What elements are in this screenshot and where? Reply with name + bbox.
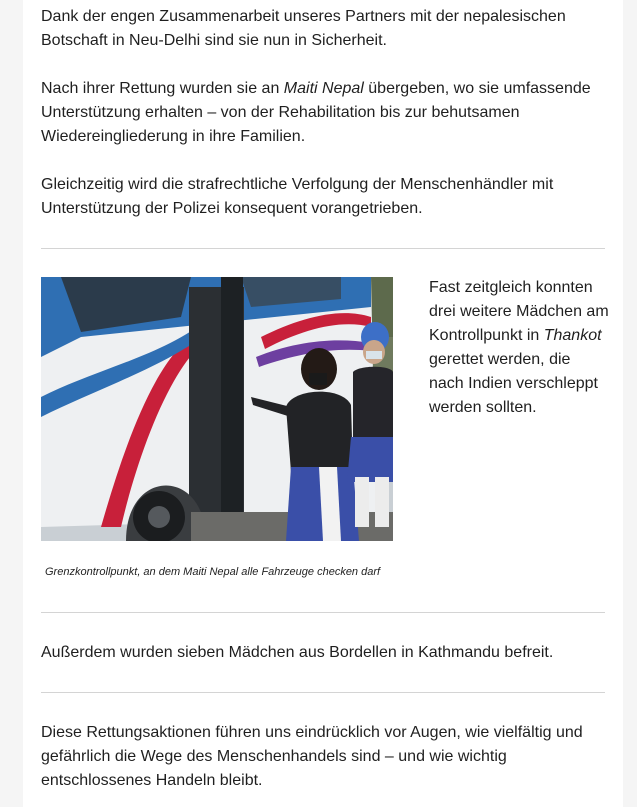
paragraph-text: Nach ihrer Rettung wurden sie an — [41, 80, 284, 97]
org-name: Maiti Nepal — [283, 80, 364, 97]
divider — [41, 612, 605, 613]
paragraph-prosecution: Gleichzeitig wird die strafrechtliche Verfolgung der Menschenhändler mit Unterstützung der Polizei konsequent vorangetrieben. — [41, 176, 554, 217]
feature-text-part: Fast zeitgleich konnten drei weitere Mädchen am Kontrollpunkt in — [429, 279, 609, 344]
feature-text — [429, 276, 609, 420]
divider — [41, 248, 605, 249]
paragraph-conclusion: Diese Rettungsaktionen führen uns eindrücklich vor Augen, wie vielfältig und gefährlich die Wege des Menschenhandels sind – und wie wichtig entschlossenes Handeln bleibt. — [41, 724, 583, 789]
photo-caption: Grenzkontrollpunkt, an dem Maiti Nepal alle Fahrzeuge checken darf — [45, 566, 381, 578]
feature-text-part: gerettet werden, die nach Indien verschleppt werden sollten. — [429, 351, 598, 416]
divider — [41, 692, 605, 693]
newsletter-content — [23, 0, 623, 807]
paragraph-brothels: Außerdem wurden sieben Mädchen aus Bordellen in Kathmandu befreit. — [41, 644, 554, 661]
checkpoint-photo — [41, 277, 393, 541]
place-name: Thankot — [543, 327, 602, 344]
paragraph-text: übergeben, wo sie umfassende Unterstützung erhalten – von der Rehabilitation bis zur behutsamen Wiedereingliederung in ihre Familien. — [41, 80, 591, 145]
paragraph-rehabilitation — [41, 77, 611, 149]
paragraph-embassy: Dank der engen Zusammenarbeit unseres Partners mit der nepalesischen Botschaft in Neu-Delhi sind sie nun in Sicherheit. — [41, 8, 566, 49]
